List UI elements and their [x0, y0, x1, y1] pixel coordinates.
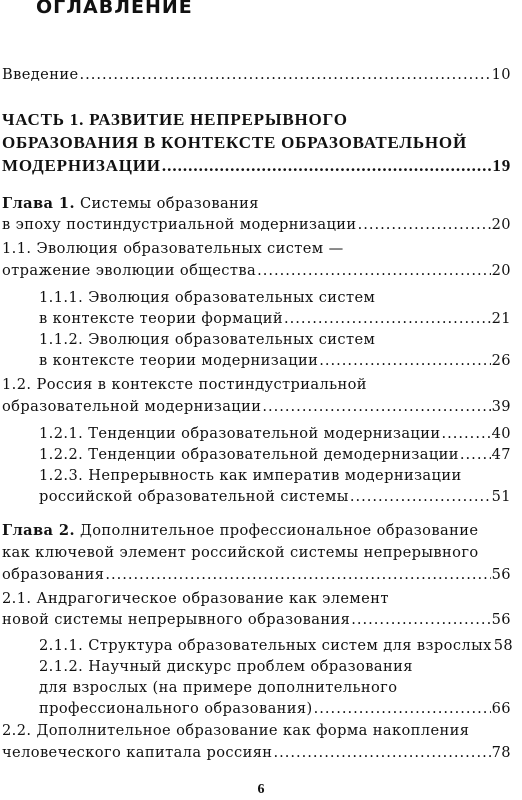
toc-entry-title: образовательной модернизации: [2, 398, 262, 415]
chapter-label: Глава 1.: [2, 195, 75, 212]
toc-entry-title: МОДЕРНИЗАЦИИ: [2, 156, 161, 175]
toc-entry-title: 1.2.2. Тенденции образовательной демодернизации: [39, 446, 459, 463]
toc-part-heading[interactable]: [2, 110, 511, 132]
dot-leader: [284, 310, 491, 327]
toc-entry-title: 1.1. Эволюция образовательных систем —: [2, 240, 344, 257]
toc-entry[interactable]: [39, 637, 514, 657]
dot-leader: [257, 262, 491, 279]
toc-entry-title: 1.1.2. Эволюция образовательных систем: [39, 331, 376, 348]
toc-entry[interactable]: [2, 590, 511, 610]
toc-entry-page: 47: [491, 446, 511, 463]
toc-entry-title: в контексте теории модернизации: [39, 352, 319, 369]
toc-part-heading[interactable]: [2, 133, 511, 155]
toc-heading: ОГЛАВЛЕНИЕ: [36, 0, 193, 18]
dot-leader: [162, 156, 492, 176]
toc-entry[interactable]: [2, 216, 511, 236]
toc-entry-title: образования: [2, 566, 105, 583]
toc-entry-title: 1.2.3. Непрерывность как императив модернизации: [39, 467, 462, 484]
toc-entry-title: ОБРАЗОВАНИЯ В КОНТЕКСТЕ ОБРАЗОВАТЕЛЬНОЙ: [2, 133, 467, 152]
toc-entry[interactable]: [39, 331, 511, 351]
dot-leader: [441, 425, 490, 442]
toc-entry[interactable]: [2, 66, 511, 86]
toc-entry-title: в контексте теории формаций: [39, 310, 284, 327]
toc-entry-title: 1.1.1. Эволюция образовательных систем: [39, 289, 376, 306]
toc-entry-page: 56: [491, 566, 511, 583]
dot-leader: [262, 398, 490, 415]
toc-entry[interactable]: [39, 446, 511, 466]
toc-entry-title: ЧАСТЬ 1. РАЗВИТИЕ НЕПРЕРЫВНОГО: [2, 110, 348, 129]
dot-leader: [460, 446, 491, 463]
toc-entry-title: 2.1.1. Структура образовательных систем для взрослых: [39, 637, 492, 654]
toc-entry-page: 66: [491, 700, 511, 717]
toc-entry-title: отражение эволюции общества: [2, 262, 257, 279]
toc-entry[interactable]: [39, 310, 511, 330]
toc-entry-title: Дополнительное профессиональное образование: [79, 522, 479, 539]
toc-entry-title: для взрослых (на примере дополнительного: [39, 679, 398, 696]
toc-entry[interactable]: [2, 240, 511, 260]
toc-entry-title: 2.1.2. Научный дискурс проблем образования: [39, 658, 413, 675]
toc-entry[interactable]: [2, 722, 511, 742]
toc-entry[interactable]: [2, 611, 511, 631]
dot-leader: [314, 700, 491, 717]
toc-entry-page: 26: [491, 352, 511, 369]
toc-entry[interactable]: [39, 488, 511, 508]
toc-entry[interactable]: [39, 658, 511, 678]
toc-entry-title: российской образовательной системы: [39, 488, 349, 505]
toc-entry-title-wrap: [2, 195, 259, 212]
page-number: 6: [257, 782, 265, 797]
toc-entry[interactable]: [2, 398, 511, 418]
dot-leader: [105, 566, 490, 583]
dot-leader: [358, 216, 491, 233]
toc-entry[interactable]: [39, 425, 511, 445]
dot-leader: [319, 352, 490, 369]
toc-entry[interactable]: [39, 289, 511, 309]
toc-chapter-entry[interactable]: [2, 522, 511, 542]
toc-entry[interactable]: [2, 544, 511, 564]
toc-entry[interactable]: [2, 566, 511, 586]
toc-part-heading[interactable]: [2, 156, 511, 178]
toc-entry-page: 56: [491, 611, 511, 628]
toc-entry-title: Системы образования: [79, 195, 259, 212]
toc-entry-title: 2.2. Дополнительное образование как форма накопления: [2, 722, 470, 739]
dot-leader: [80, 66, 491, 83]
toc-entry-page: 51: [491, 488, 511, 505]
toc-entry-page: 10: [491, 66, 511, 83]
toc-entry[interactable]: [39, 700, 511, 720]
toc-entry[interactable]: [2, 262, 511, 282]
toc-entry-page: 40: [491, 425, 511, 442]
toc-entry-title: Введение: [2, 66, 79, 83]
toc-entry-title: 1.2.1. Тенденции образовательной модернизации: [39, 425, 441, 442]
chapter-label: Глава 2.: [2, 522, 75, 539]
toc-entry-title-wrap: [2, 522, 478, 539]
toc-entry-title: 1.2. Россия в контексте постиндустриальной: [2, 376, 367, 393]
toc-entry-title: профессионального образования): [39, 700, 313, 717]
toc-entry[interactable]: [39, 352, 511, 372]
toc-entry-title: как ключевой элемент российской системы непрерывного: [2, 544, 479, 561]
toc-entry-title: новой системы непрерывного образования: [2, 611, 351, 628]
toc-entry-page: 20: [491, 262, 511, 279]
toc-entry-title: в эпоху постиндустриальной модернизации: [2, 216, 357, 233]
toc-chapter-entry[interactable]: [2, 195, 511, 215]
toc-entry-title: человеческого капитала россиян: [2, 744, 273, 761]
dot-leader: [350, 488, 491, 505]
toc-entry-title: 2.1. Андрагогическое образование как элемент: [2, 590, 389, 607]
toc-entry-page: 78: [491, 744, 511, 761]
dot-leader: [351, 611, 490, 628]
toc-entry[interactable]: [2, 744, 511, 764]
toc-entry[interactable]: [39, 467, 511, 487]
toc-entry-page: 21: [491, 310, 511, 327]
toc-entry[interactable]: [39, 679, 511, 699]
toc-entry-page: 39: [491, 398, 511, 415]
toc-entry-page: 20: [491, 216, 511, 233]
dot-leader: [273, 744, 490, 761]
toc-entry-page: 58: [493, 637, 514, 654]
toc-entry[interactable]: [2, 376, 511, 396]
toc-entry-page: 19: [492, 156, 511, 175]
